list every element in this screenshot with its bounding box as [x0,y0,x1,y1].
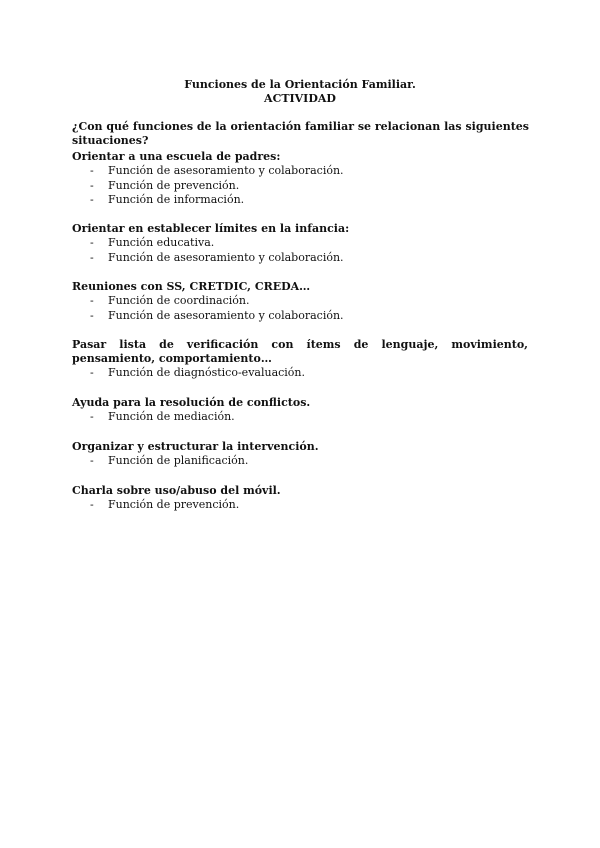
section-resolucion-conflictos [72,396,528,425]
function-list [72,410,528,425]
list-item [72,454,528,469]
function-list [72,366,528,381]
section-heading: Orientar en establecer límites en la infancia: [72,222,350,235]
list-item [72,193,528,208]
section-heading: Charla sobre uso/abuso del móvil. [72,484,281,497]
list-item [72,498,528,513]
bullet-dash: - [90,178,94,192]
section-charla-movil [72,484,528,513]
function-list [72,294,528,323]
list-item-text: Función de asesoramiento y colaboración. [108,164,344,177]
section-organizar-intervencion [72,440,528,469]
list-item [72,366,528,381]
bullet-dash: - [90,366,94,379]
section-heading: Ayuda para la resolución de conflictos. [72,396,311,409]
function-list [72,164,528,208]
section-heading: Orientar a una escuela de padres: [72,150,281,163]
list-item [72,410,528,425]
section-heading: Reuniones con SS, CRETDIC, CREDA… [72,280,311,293]
activity-question: ¿Con qué funciones de la orientación familiar se relacionan las siguientes situaciones? [72,120,529,147]
section-escuela-de-padres [72,150,528,208]
bullet-dash: - [90,410,94,423]
list-item-text: Función de asesoramiento y colaboración. [108,308,344,322]
list-item [72,179,528,194]
function-list [72,498,528,513]
bullet-dash: - [90,498,94,511]
bullet-dash: - [90,236,94,249]
list-item [72,309,528,324]
section-lista-verificacion [72,338,528,381]
list-item-text: Función de prevención. [108,498,240,511]
bullet-dash: - [90,454,94,467]
list-item-text: Función de coordinación. [108,294,250,307]
bullet-dash: - [90,294,94,307]
list-item-text: Función de asesoramiento y colaboración. [108,250,344,264]
section-heading: Pasar lista de verificación con ítems de lenguaje, movimiento, pensamiento, comportamiento… [72,338,528,365]
bullet-dash: - [90,193,94,206]
bullet-dash: - [90,308,94,322]
section-limites-infancia [72,222,528,265]
function-list [72,454,528,469]
list-item-text: Función de información. [108,193,245,206]
list-item [72,164,528,179]
bullet-dash: - [90,164,94,177]
list-item-text: Función de mediación. [108,410,235,423]
list-item [72,294,528,309]
document-title: Funciones de la Orientación Familiar. [184,78,416,91]
function-list [72,236,528,265]
section-heading: Organizar y estructurar la intervención. [72,440,319,453]
list-item-text: Función de planificación. [108,454,249,467]
section-reuniones [72,280,528,323]
list-item-text: Función educativa. [108,236,215,249]
list-item-text: Función de diagnóstico-evaluación. [108,366,306,379]
list-item-text: Función de prevención. [108,178,240,192]
document-subtitle: ACTIVIDAD [264,92,336,105]
list-item [72,236,528,251]
list-item [72,251,528,266]
bullet-dash: - [90,250,94,264]
